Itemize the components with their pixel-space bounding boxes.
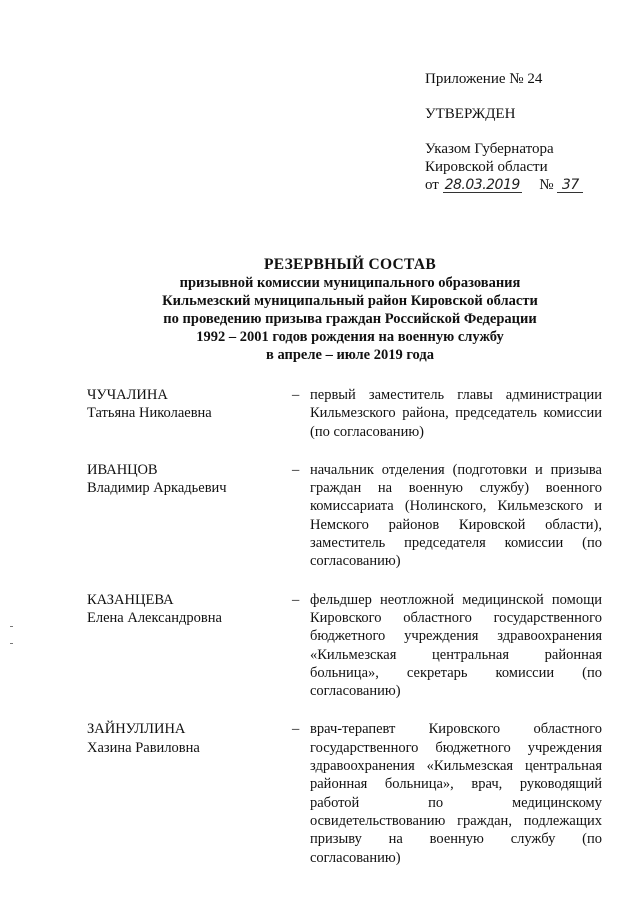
member-given-names: Хазина Равиловна [87, 739, 200, 756]
title-line-3: по проведению призыва граждан Российской Федерации [163, 311, 537, 327]
member-name [87, 461, 292, 571]
title-line-5: в апреле – июле 2019 года [266, 347, 434, 363]
handwritten-number: 37 [557, 178, 583, 193]
member-description: фельдшер неотложной медицинской помощи Кировского областного государственного бюджетного учреждения здравоохранения «Кильмезская центральная районная больница», секретарь комиссии (по согласованию) [310, 591, 602, 700]
approved-label: УТВЕРЖДЕН [425, 106, 516, 122]
member-dash: – [292, 591, 300, 608]
title-line-4: 1992 – 2001 годов рождения на военную службу [196, 329, 504, 345]
member-entry [87, 720, 607, 866]
member-name [87, 591, 292, 701]
approval-stamp-block [425, 70, 615, 194]
member-surname: ЗАЙНУЛЛИНА [87, 721, 186, 738]
decree-line-2: Кировской области [425, 159, 548, 175]
decree-line-1: Указом Губернатора [425, 141, 554, 157]
member-dash: – [292, 461, 300, 478]
member-dash: – [292, 387, 300, 403]
member-entry [87, 591, 607, 701]
member-entry [87, 386, 607, 441]
scan-mark [10, 643, 13, 644]
member-given-names: Татьяна Николаевна [87, 405, 212, 422]
members-list [87, 386, 607, 867]
document-title: РЕЗЕРВНЫЙ СОСТАВ [263, 256, 437, 273]
from-prefix: от [425, 177, 439, 193]
member-description: начальник отделения (подготовки и призыва граждан на военную службу) военного комиссариата (Нолинского, Кильмезского и Немского районов Кировской области), заместитель председателя комиссии (по согласованию) [310, 461, 602, 570]
member-description: врач-терапевт Кировского областного государственного бюджетного учреждения здравоохранения «Кильмезская центральная районная больница», врач, руководящий работой по медицинскому освидетельствованию граждан, подлежащих призыву на военную службу (по согласованию) [310, 721, 602, 866]
member-surname: ЧУЧАЛИНА [87, 387, 168, 403]
member-name [87, 720, 292, 866]
member-description: первый заместитель главы администрации Кильмезского района, председатель комиссии (по согласованию) [310, 387, 602, 440]
member-given-names: Владимир Аркадьевич [87, 480, 227, 497]
member-given-names: Елена Александровна [87, 609, 222, 626]
member-dash: – [292, 721, 300, 738]
scan-mark [10, 626, 13, 627]
title-line-1: призывной комиссии муниципального образования [179, 275, 521, 291]
member-surname: ИВАНЦОВ [87, 461, 158, 478]
title-line-2: Кильмезский муниципальный район Кировской области [162, 293, 538, 309]
member-surname: КАЗАНЦЕВА [87, 591, 174, 608]
number-prefix: № [539, 177, 554, 193]
member-name [87, 386, 292, 441]
member-entry [87, 461, 607, 571]
handwritten-date: 28.03.2019 [444, 177, 520, 193]
decree-date-line [425, 176, 615, 194]
document-title-block [80, 255, 620, 364]
appendix-number: Приложение № 24 [425, 71, 543, 87]
